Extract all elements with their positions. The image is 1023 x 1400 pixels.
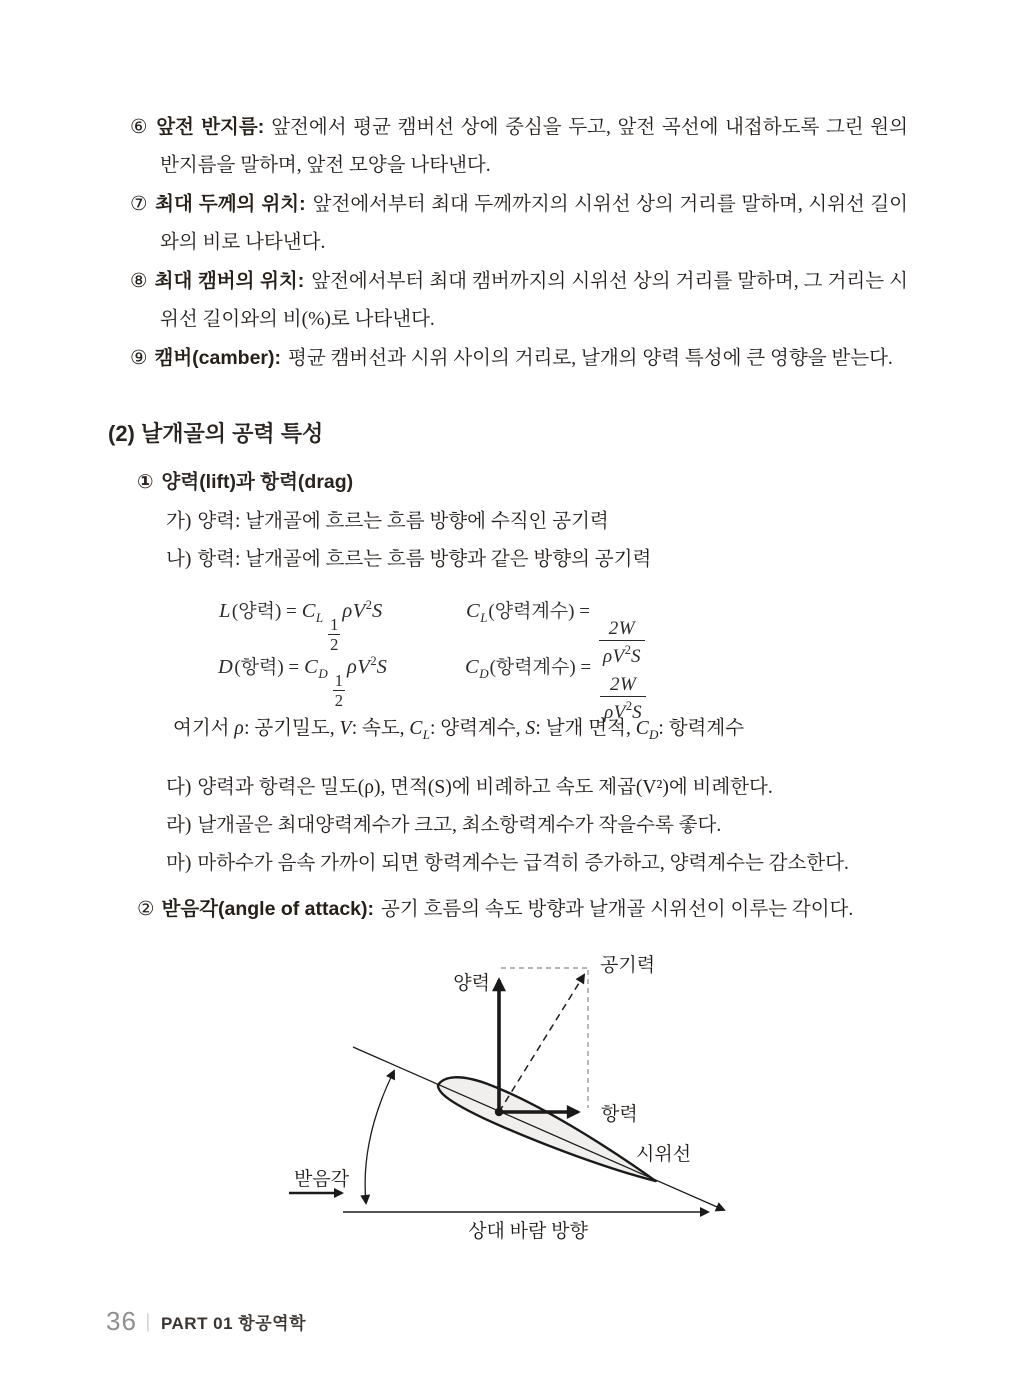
fraction-one-half: $\frac{1}{2}$: [334, 671, 343, 710]
term-description: 앞전에서부터 최대 두께까지의 시위선 상의 거리를 말하며, 시위선 길이와의 비로 나타낸다.: [160, 194, 908, 253]
item-number: ⑥: [130, 117, 150, 138]
math-var: S: [376, 656, 388, 678]
item-number: ⑨: [130, 348, 148, 369]
fraction-2w-over-rhov2s: $\frac{2W}{\rho V^2S}$: [600, 674, 646, 724]
math-text: (양력계수) =: [488, 601, 590, 622]
list-item: [166, 807, 849, 845]
term-label: 캠버(camber):: [154, 347, 282, 369]
term-item-camber: [130, 339, 908, 378]
term-description: 앞전에서부터 최대 캠버까지의 시위선 상의 거리를 말하며, 그 거리는 시위선 길이와의 비(%)로 나타낸다.: [160, 271, 908, 330]
lift-drag-properties-list: [166, 769, 849, 883]
footer-divider: |: [145, 1310, 150, 1332]
air-force-vector: [499, 975, 584, 1112]
fraction-2w-over-rhov2s: $\frac{2W}{\rho V^2S}$: [599, 618, 645, 668]
airfoil-force-diagram: [255, 943, 770, 1248]
math-subscript: L: [315, 610, 324, 625]
term-item-max-thickness-position: [130, 185, 908, 262]
equation-drag: [218, 652, 465, 710]
lift-label: 양력: [453, 973, 490, 994]
item-letter: 마): [166, 853, 192, 874]
list-item: [166, 503, 651, 541]
item-text: 날개골은 최대양력계수가 크고, 최소항력계수가 작을수록 좋다.: [197, 815, 722, 836]
angle-of-attack-figure: [255, 943, 770, 1253]
part-label: PART 01 항공역학: [160, 1314, 306, 1333]
term-item-max-camber-position: [130, 262, 908, 339]
math-text: (항력계수) =: [489, 657, 592, 678]
math-var: S: [372, 600, 383, 622]
term-item-leading-edge-radius: [130, 108, 908, 185]
term-label: 최대 두께의 위치:: [155, 193, 306, 215]
airfoil-terms-list: [130, 108, 908, 378]
subsection-title: 받음각(angle of attack):: [161, 898, 375, 920]
math-var: C: [635, 718, 650, 739]
symbol-definitions-note: 여기서 ρ: 공기밀도, V: 속도, $C_L$: 양력계수, S: 날개 면적, $C_D$: 항력계수: [173, 718, 745, 742]
force-origin-point: [495, 1108, 503, 1116]
subsection-angle-of-attack: [137, 893, 853, 921]
math-var: D: [218, 656, 234, 678]
air-force-label: 공기력: [600, 955, 656, 976]
term-description: 평균 캠버선과 시위 사이의 거리로, 날개의 양력 특성에 큰 영향을 받는다.: [288, 348, 893, 369]
list-item: [166, 541, 651, 579]
drag-label: 항력: [601, 1104, 638, 1125]
item-number: ⑦: [130, 194, 149, 215]
math-superscript: 2: [365, 598, 373, 612]
term-description: 앞전에서 평균 캠버선 상에 중심을 두고, 앞전 곡선에 내접하도록 그린 원의 반지름을 말하며, 앞전 모양을 나타낸다.: [160, 117, 908, 176]
item-letter: 다): [166, 777, 192, 798]
airfoil-shape: [433, 1065, 664, 1192]
list-item: [166, 845, 849, 883]
chord-line-label: 시위선: [636, 1144, 692, 1165]
item-text: 항력: 날개골에 흐르는 흐름 방향과 같은 방향의 공기력: [197, 549, 652, 570]
subsection-title: 양력(lift)과 항력(drag): [161, 471, 354, 493]
term-label: 앞전 반지름:: [156, 116, 265, 138]
math-var: V: [339, 718, 352, 739]
math-var: C: [301, 600, 316, 622]
math-var: C: [465, 656, 480, 678]
item-letter: 나): [166, 549, 192, 570]
math-var: C: [409, 718, 423, 739]
math-subscript: D: [479, 666, 489, 681]
math-var: C: [466, 600, 481, 622]
math-var: L: [219, 600, 231, 622]
page-footer: [106, 1306, 306, 1337]
item-text: 양력과 항력은 밀도(ρ), 면적(S)에 비례하고 속도 제곱(V²)에 비례한다.: [197, 777, 773, 798]
math-superscript: 2: [370, 654, 377, 668]
subsection-description: 공기 흐름의 속도 방향과 날개골 시위선이 이루는 각이다.: [381, 899, 854, 920]
relative-wind-label: 상대 바람 방향: [468, 1221, 588, 1242]
math-text: (양력) =: [231, 601, 297, 622]
item-number: ⑧: [130, 271, 148, 292]
list-item: [166, 769, 849, 807]
item-number: ①: [137, 471, 154, 493]
math-text: (항력) =: [234, 657, 300, 678]
aoa-label: 받음각: [294, 1169, 350, 1190]
item-number: ②: [137, 899, 155, 920]
math-subscript: L: [480, 610, 488, 625]
subsection-lift-drag: [137, 466, 353, 494]
item-text: 마하수가 음속 가까이 되면 항력계수는 급격히 증가하고, 양력계수는 감소한다.: [197, 853, 849, 874]
item-text: 양력: 날개골에 흐르는 흐름 방향에 수직인 공기력: [197, 511, 609, 532]
math-var: S: [525, 718, 536, 739]
angle-arc: [365, 1071, 394, 1203]
chord-line: [353, 1047, 724, 1210]
equation-lift: [219, 596, 466, 654]
math-var: C: [304, 656, 319, 678]
section-heading: (2) 날개골의 공력 특성: [108, 421, 324, 446]
math-var: ρV: [346, 656, 371, 678]
lift-drag-definitions: [166, 503, 651, 579]
item-letter: 가): [166, 511, 192, 532]
math-var: ρV: [342, 600, 366, 622]
item-letter: 라): [166, 815, 192, 836]
fraction-one-half: $\frac{1}{2}$: [330, 615, 339, 654]
term-label: 최대 캠버의 위치:: [154, 270, 305, 292]
math-subscript: D: [318, 666, 328, 681]
page-number: 36: [106, 1306, 137, 1336]
math-var: ρ: [234, 718, 245, 739]
